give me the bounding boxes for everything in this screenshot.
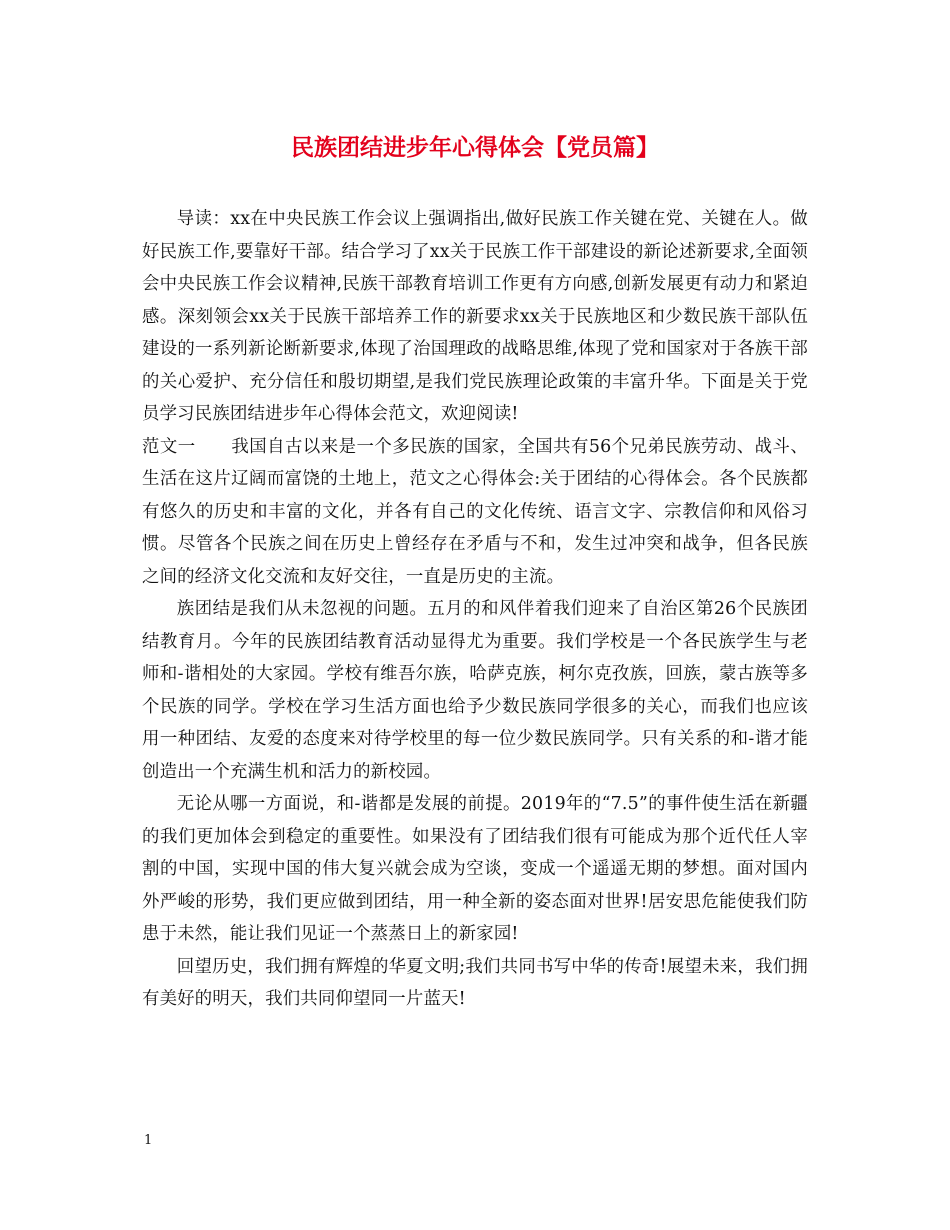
- paragraph-unity: 族团结是我们从未忽视的问题。五月的和风伴着我们迎来了自治区第26个民族团结教育月。今年的民族团结教育活动显得尤为重要。我们学校是一个各民族学生与老师和-谐相处的大家园。学校有维吾尔族，哈萨克族，柯尔克孜族，回族，蒙古族等多个民族的同学。学校在学习生活方面也给予少数民族同学很多的关心，而我们也应该用一种团结、友爱的态度来对待学校里的每一位少数民族同学。只有关系的和-谐才能创造出一个充满生机和活力的新校园。: [142, 599, 808, 782]
- paragraph-harmony: 无论从哪一方面说，和-谐都是发展的前提。2019年的“7.5”的事件使生活在新疆的我们更加体会到稳定的重要性。如果没有了团结我们很有可能成为那个近代任人宰割的中国，实现中国的伟大复兴就会成为空谈，变成一个遥遥无期的梦想。面对国内外严峻的形势，我们更应做到团结，用一种全新的姿态面对世界!居安思危能使我们防患于未然，能让我们见证一个蒸蒸日上的新家园!: [142, 794, 808, 944]
- paragraph-history: 回望历史，我们拥有辉煌的华夏文明;我们共同书写中华的传奇!展望未来，我们拥有美好的明天，我们共同仰望同一片蓝天!: [142, 956, 808, 1009]
- paragraph-sample-one: 范文一 我国自古以来是一个多民族的国家，全国共有56个兄弟民族劳动、战斗、生活在这片辽阔而富饶的土地上，范文之心得体会:关于团结的心得体会。各个民族都有悠久的历史和丰富的文化，并各有自己的文化传统、语言文字、宗教信仰和风俗习惯。尽管各个民族之间在历史上曾经存在矛盾与不和，发生过冲突和战争，但各民族之间的经济文化交流和友好交往，一直是历史的主流。: [142, 436, 808, 587]
- page-number: 1: [144, 1133, 153, 1148]
- document-body: [142, 203, 808, 1016]
- paragraph-intro: 导读：xx在中央民族工作会议上强调指出,做好民族工作关键在党、关键在人。做好民族工作,要靠好干部。结合学习了xx关于民族工作干部建设的新论述新要求,全面领会中央民族工作会议精神,民族干部教育培训工作更有方向感,创新发展更有动力和紧迫感。深刻领会xx关于民族干部培养工作的新要求xx关于民族地区和少数民族干部队伍建设的一系列新论断新要求,体现了治国理政的战略思维,体现了党和国家对于各族干部的关心爱护、充分信任和殷切期望,是我们党民族理论政策的丰富升华。下面是关于党员学习民族团结进步年心得体会范文，欢迎阅读!: [142, 209, 809, 424]
- document-title: 民族团结进步年心得体会【党员篇】: [291, 134, 659, 161]
